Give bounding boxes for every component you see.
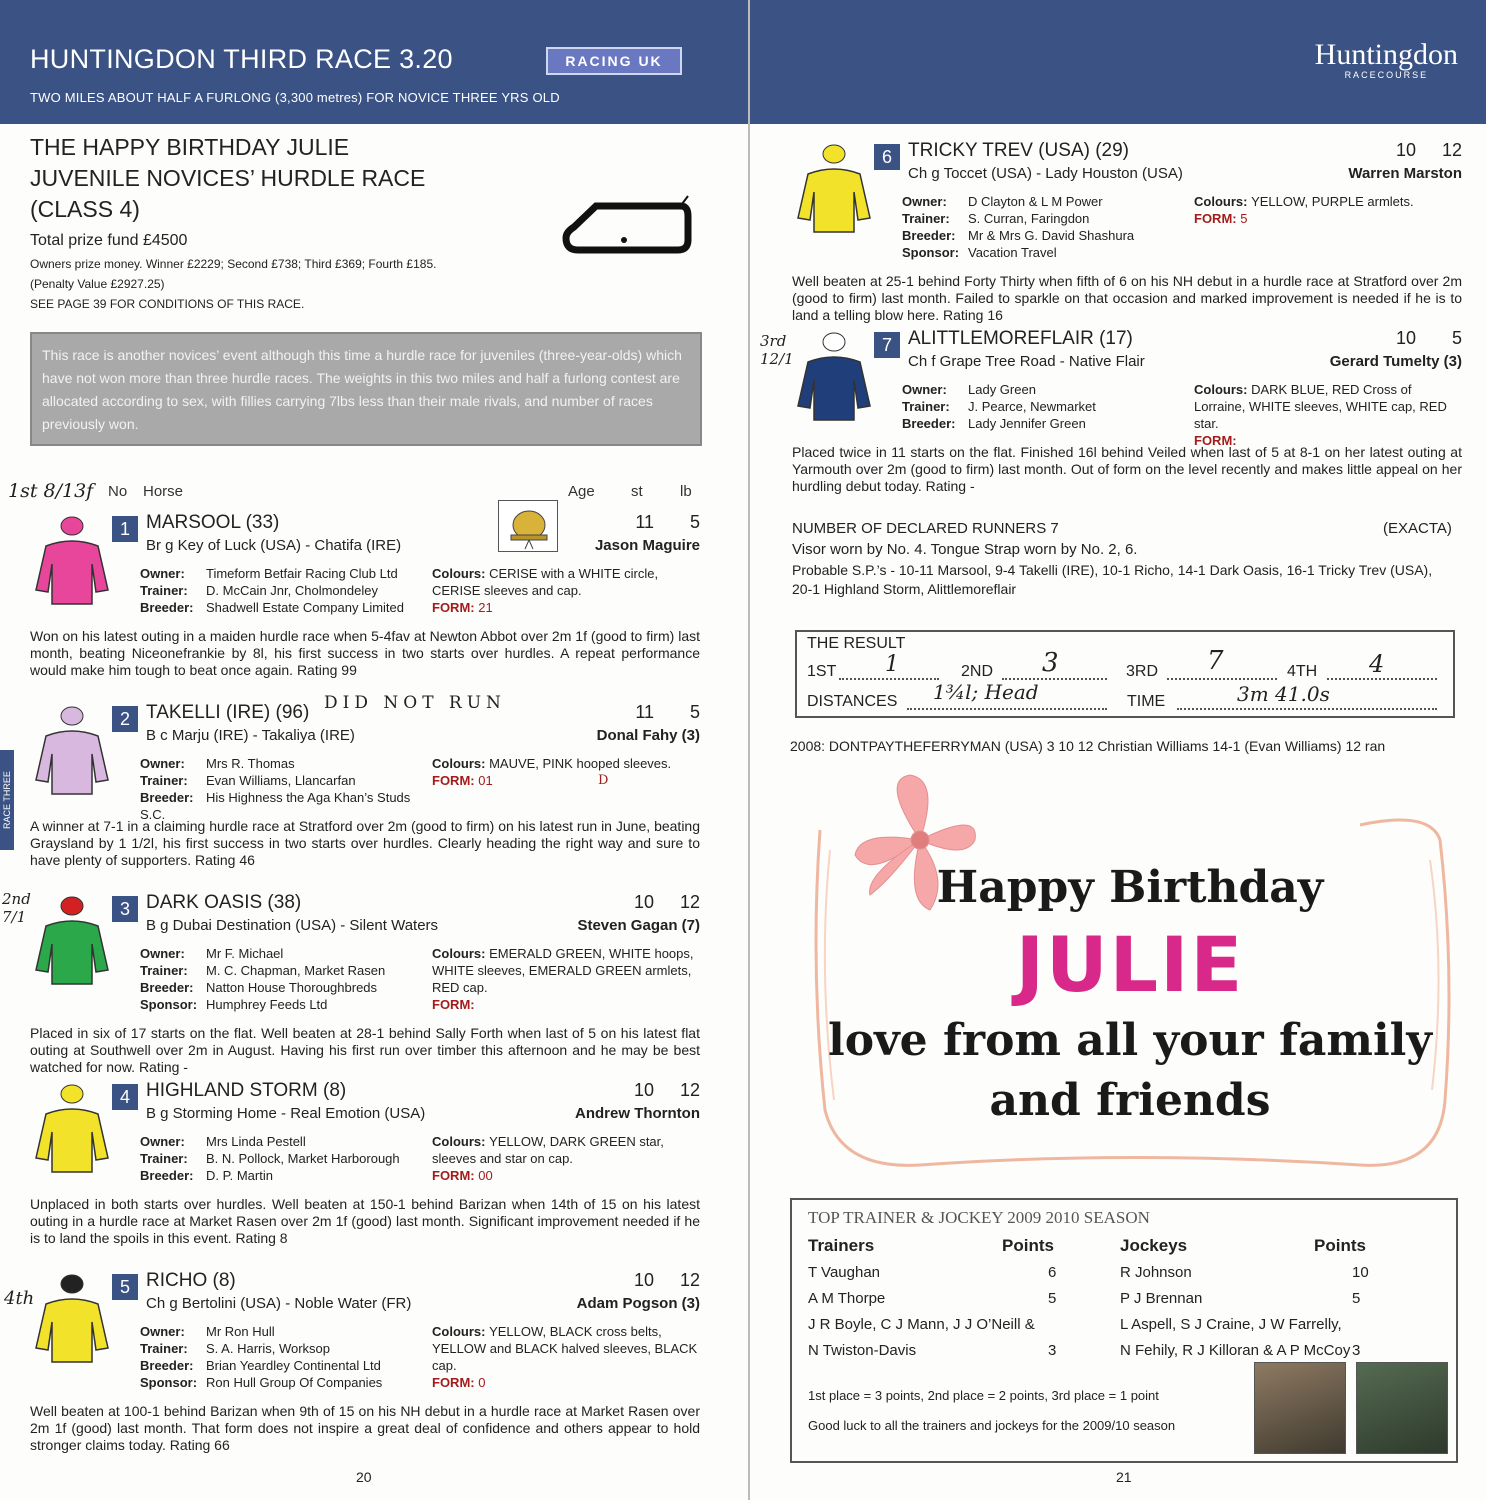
- breeder-row: [902, 415, 1192, 432]
- owner-label: Owner:: [140, 1134, 185, 1149]
- form-value: 0: [478, 1375, 486, 1390]
- race-three-tab: RACE THREE: [0, 750, 14, 850]
- trainer-value: S. Curran, Faringdon: [968, 211, 1090, 226]
- form-value: 21: [478, 600, 493, 615]
- trainer-name: T Vaughan: [808, 1264, 881, 1281]
- birthday-line-3: love from all your family: [828, 1015, 1432, 1066]
- jockey-silks-icon: [32, 512, 112, 612]
- weight-lb: 5: [689, 702, 700, 722]
- jockey-silks-icon: [32, 892, 112, 992]
- trainer-row: [140, 772, 430, 789]
- colours-value: YELLOW, PURPLE armlets.: [1251, 194, 1414, 209]
- colours-value: EMERALD GREEN, WHITE hoops, WHITE sleeves, EMERALD GREEN armlets, RED cap.: [432, 946, 694, 995]
- first-line: [839, 678, 939, 680]
- jockey-name: Steven Gagan (7): [577, 917, 700, 934]
- colours-label: Colours:: [1194, 382, 1252, 397]
- trainers-header: Trainers: [808, 1236, 875, 1255]
- trainer-points: 5: [1048, 1290, 1057, 1307]
- breeder-row: [140, 1167, 430, 1184]
- handwritten-note: D: [598, 773, 609, 788]
- breeder-value: His Highness the Aga Khan’s Studs S.C.: [140, 790, 411, 822]
- owner-row: [902, 193, 1192, 210]
- trainer-row: [140, 582, 430, 599]
- fourth-label: 4TH: [1287, 663, 1318, 680]
- colours-block: [432, 1323, 702, 1391]
- breeding: Ch f Grape Tree Road - Native Flair: [908, 353, 1145, 370]
- fourth-line: [1327, 678, 1437, 680]
- trainer-value: Evan Williams, Llancarfan: [206, 773, 356, 788]
- owner-row: [140, 565, 430, 582]
- breeder-row: [140, 599, 430, 616]
- trainer-value: J. Pearce, Newmarket: [968, 399, 1096, 414]
- colours-value: YELLOW, BLACK cross belts, YELLOW and BLACK halved sleeves, BLACK cap.: [432, 1324, 698, 1373]
- owner-row: [140, 1323, 430, 1340]
- owner-row: [140, 755, 430, 772]
- racing-uk-logo: RACING UK: [546, 47, 682, 75]
- breeder-value: Mr & Mrs G. David Shashura: [968, 228, 1135, 243]
- breeder-row: [140, 1357, 430, 1374]
- jockey-name: Warren Marston: [1348, 165, 1462, 182]
- weight-lb: 12: [679, 1080, 700, 1100]
- handwritten-note: 3rd 12/1: [760, 332, 794, 368]
- breeding: Ch g Toccet (USA) - Lady Houston (USA): [908, 165, 1183, 182]
- jockey-name: R Johnson: [1120, 1264, 1192, 1281]
- third-line: [1167, 678, 1277, 680]
- probable-sp-cont: 20-1 Highland Storm, Alittlemoreflair: [792, 581, 1017, 597]
- trainer-label: Trainer:: [140, 1151, 188, 1166]
- breeder-row: [140, 979, 430, 996]
- jockey-name: Gerard Tumelty (3): [1329, 353, 1462, 370]
- trainer-value: D. McCain Jnr, Cholmondeley: [206, 583, 378, 598]
- prize-total: Total prize fund £4500: [30, 232, 188, 249]
- jockey-points-header: Points: [1314, 1236, 1366, 1255]
- owner-value: Mr Ron Hull: [206, 1324, 275, 1339]
- breeder-value: Brian Yeardley Continental Ltd: [206, 1358, 381, 1373]
- colours-label: Colours:: [1194, 194, 1252, 209]
- birthday-name: JULIE: [1015, 920, 1245, 1009]
- breeding: Br g Key of Luck (USA) - Chatifa (IRE): [146, 537, 402, 554]
- age: 11: [635, 512, 654, 532]
- breeder-row: [902, 227, 1192, 244]
- time-value: 3m 41.0s: [1237, 682, 1330, 706]
- age: 10: [633, 892, 654, 912]
- colours-label: Colours:: [432, 756, 490, 771]
- owner-label: Owner:: [902, 194, 947, 209]
- jockey-silks-icon: [32, 702, 112, 802]
- owner-value: Mr F. Michael: [206, 946, 284, 961]
- jockey-silks-icon: [32, 1080, 112, 1180]
- header-age: Age: [568, 483, 595, 500]
- sponsor-label: Sponsor:: [140, 997, 198, 1012]
- header-st: st: [631, 483, 643, 500]
- age: 10: [633, 1270, 654, 1290]
- page-number-right: 21: [1116, 1469, 1132, 1485]
- time-label: TIME: [1127, 693, 1166, 710]
- colours-value: YELLOW, DARK GREEN star, sleeves and star on cap.: [432, 1134, 664, 1166]
- runner-number: 6: [874, 144, 900, 170]
- owner-label: Owner:: [140, 946, 185, 961]
- trainer-label: Trainer:: [902, 399, 950, 414]
- jockey-points: 10: [1352, 1264, 1369, 1281]
- age: 10: [633, 1080, 654, 1100]
- colours-value: CERISE with a WHITE circle, CERISE sleeves and cap.: [432, 566, 659, 598]
- course-map-icon: [556, 192, 696, 262]
- runner-number: 5: [112, 1274, 138, 1300]
- runner-comment: Placed twice in 11 starts on the flat. Finished 16l behind Veiled when last of 5 at 8-1 on her latest outing at Yarmouth over 2m (good to firm) last month. Out of form on the level recently and makes little appeal on her hurdling debut today. Rating -: [792, 444, 1462, 494]
- horse-name: RICHO (8): [146, 1270, 236, 1291]
- header-horse: Horse: [143, 483, 184, 500]
- penalty-value: (Penalty Value £2927.25): [30, 277, 165, 291]
- sponsor-row: [140, 996, 430, 1013]
- previous-winner: 2008: DONTPAYTHEFERRYMAN (USA) 3 10 12 Christian Williams 14-1 (Evan Williams) 12 ran: [790, 738, 1386, 754]
- fourth-value: 4: [1369, 650, 1385, 678]
- breeder-label: Breeder:: [902, 416, 956, 431]
- trainer-value: M. C. Chapman, Market Rasen: [206, 963, 386, 978]
- runner-number: 1: [112, 516, 138, 542]
- trainer-label: Trainer:: [902, 211, 950, 226]
- form-label: FORM:: [432, 773, 479, 788]
- owner-value: Timeform Betfair Racing Club Ltd: [206, 566, 398, 581]
- horse-name: TAKELLI (IRE) (96): [146, 702, 310, 723]
- jockey-points: 3: [1352, 1342, 1361, 1359]
- weight-lb: 12: [679, 892, 700, 912]
- breeder-label: Breeder:: [140, 1358, 194, 1373]
- runner-comment: Well beaten at 25-1 behind Forty Thirty when fifth of 6 on his NH debut in a hurdle race at Stratford over 2m (good to firm) last month. Failed to sparkle on that occasion and marked improvement is needed if he is to land a telling blow here. Rating 16: [792, 273, 1462, 323]
- distances-label: DISTANCES: [807, 693, 898, 710]
- sponsor-value: Vacation Travel: [968, 245, 1057, 260]
- jockeys-header: Jockeys: [1120, 1236, 1188, 1255]
- horse-name: TRICKY TREV (USA) (29): [908, 140, 1130, 161]
- breeder-value: Lady Jennifer Green: [968, 416, 1086, 431]
- form-value: 5: [1240, 211, 1248, 226]
- banner-subtitle: TWO MILES ABOUT HALF A FURLONG (3,300 metres) FOR NOVICE THREE YRS OLD: [30, 90, 560, 105]
- trainer-points: 6: [1048, 1264, 1057, 1281]
- owner-value: D Clayton & L M Power: [968, 194, 1103, 209]
- probable-sp: Probable S.P.’s - 10-11 Marsool, 9-4 Takelli (IRE), 10-1 Richo, 14-1 Dark Oasis, 16-1 Tricky Trev (USA),: [792, 562, 1433, 578]
- breeder-value: Natton House Thoroughbreds: [206, 980, 378, 995]
- page-number-left: 20: [356, 1469, 372, 1485]
- colours-label: Colours:: [432, 1324, 490, 1339]
- trainer-points-header: Points: [1002, 1236, 1054, 1255]
- birthday-message: [800, 770, 1460, 1180]
- breeder-label: Breeder:: [902, 228, 956, 243]
- jockey-name: Jason Maguire: [594, 537, 700, 554]
- form-label: FORM:: [432, 1375, 479, 1390]
- top-box-title: TOP TRAINER & JOCKEY 2009 2010 SEASON: [808, 1208, 1150, 1227]
- colours-block: [432, 755, 702, 789]
- trainer-name: J R Boyle, C J Mann, J J O’Neill &: [808, 1316, 1035, 1333]
- equipment-note: Visor worn by No. 4. Tongue Strap worn by No. 2, 6.: [792, 541, 1138, 558]
- declared-runners: NUMBER OF DECLARED RUNNERS 7: [792, 520, 1059, 537]
- breeder-value: Shadwell Estate Company Limited: [206, 600, 404, 615]
- exacta-note: (EXACTA): [1383, 520, 1452, 537]
- good-luck-note: Good luck to all the trainers and jockeys for the 2009/10 season: [808, 1418, 1176, 1433]
- owner-row: [140, 945, 430, 962]
- owner-value: Mrs Linda Pestell: [206, 1134, 306, 1149]
- sponsor-value: Humphrey Feeds Ltd: [206, 997, 328, 1012]
- first-value: 1: [885, 652, 899, 677]
- trainer-points: 3: [1048, 1342, 1057, 1359]
- trainer-row: [140, 1150, 430, 1167]
- top-trainer-jockey-box: [790, 1198, 1458, 1463]
- sponsor-label: Sponsor:: [902, 245, 960, 260]
- banner-title: HUNTINGDON THIRD RACE 3.20: [30, 44, 453, 74]
- runner-number: 3: [112, 896, 138, 922]
- trainer-label: Trainer:: [140, 1341, 188, 1356]
- runner-number: 7: [874, 332, 900, 358]
- race-banner: [0, 0, 748, 124]
- horse-name: HIGHLAND STORM (8): [146, 1080, 347, 1101]
- runner-number: 4: [112, 1084, 138, 1110]
- owner-label: Owner:: [902, 382, 947, 397]
- form-label: FORM:: [1194, 211, 1241, 226]
- colours-block: [432, 1133, 702, 1184]
- logo-name: Huntingdon: [1314, 38, 1458, 71]
- jockey-silks-icon: [794, 328, 874, 428]
- trainer-label: Trainer:: [140, 583, 188, 598]
- conditions-note: SEE PAGE 39 FOR CONDITIONS OF THIS RACE.: [30, 297, 305, 311]
- jockey-silks-icon: [794, 140, 874, 240]
- form-label: FORM:: [432, 600, 479, 615]
- time-line: [1177, 708, 1437, 710]
- venue-banner: [750, 0, 1486, 124]
- owner-row: [140, 1133, 430, 1150]
- breeder-value: D. P. Martin: [206, 1168, 273, 1183]
- birthday-line-1: Happy Birthday: [936, 862, 1324, 913]
- colours-block: [432, 565, 702, 616]
- jockey-name: N Fehily, R J Killoran & A P McCoy: [1120, 1342, 1351, 1359]
- form-label: FORM:: [432, 997, 475, 1012]
- breeding: B g Dubai Destination (USA) - Silent Waters: [146, 917, 439, 934]
- race-name-line: THE HAPPY BIRTHDAY JULIE: [30, 134, 350, 160]
- jockey-name: L Aspell, S J Craine, J W Farrelly,: [1120, 1316, 1342, 1333]
- points-note: 1st place = 3 points, 2nd place = 2 points, 3rd place = 1 point: [808, 1388, 1159, 1403]
- trainer-value: S. A. Harris, Worksop: [206, 1341, 331, 1356]
- breeding: B g Storming Home - Real Emotion (USA): [146, 1105, 426, 1122]
- handwritten-note: 4th: [4, 1288, 35, 1309]
- jockey-name: P J Brennan: [1120, 1290, 1203, 1307]
- age: 10: [1395, 328, 1416, 348]
- header-lb: lb: [680, 483, 692, 500]
- colours-label: Colours:: [432, 946, 490, 961]
- colours-value: MAUVE, PINK hooped sleeves.: [489, 756, 672, 771]
- race-intro: This race is another novices’ event although this time a hurdle race for juveniles (three-year-olds) which have not won more than three hurdle races. The weights in this two miles and half a furlong contest are allocated according to sex, with fillies carrying 7lbs less than their male rivals, and number of races previously won.: [30, 332, 702, 446]
- breeder-label: Breeder:: [140, 980, 194, 995]
- colours-block: [1194, 193, 1464, 227]
- runner-comment: A winner at 7-1 in a claiming hurdle race at Stratford over 2m (good to firm) on his latest run in June, beating Graysland by 1 1/2l, his first success in two starts over hurdles. Clearly heading the right way and sure to have plenty of supporters. Rating 46: [30, 818, 700, 868]
- colours-label: Colours:: [432, 566, 490, 581]
- age: 10: [1395, 140, 1416, 160]
- jockey-points: 5: [1352, 1290, 1361, 1307]
- owner-row: [902, 381, 1192, 398]
- prize-money: Owners prize money. Winner £2229; Second £738; Third £369; Fourth £185.: [30, 257, 437, 271]
- handwritten-note: 2nd 7/1: [2, 890, 31, 926]
- trainer-value: B. N. Pollock, Market Harborough: [206, 1151, 400, 1166]
- runner-comment: Well beaten at 100-1 behind Barizan when 9th of 15 on his NH debut in a hurdle race at Market Rasen over 2m 1f (good) last month. That form does not inspire a great deal of confidence and others appear to hold stronger claims today. Rating 66: [30, 1403, 700, 1453]
- jockey-name: Donal Fahy (3): [596, 727, 700, 744]
- colours-block: [1194, 381, 1464, 449]
- owner-label: Owner:: [140, 756, 185, 771]
- jockey-name: Adam Pogson (3): [576, 1295, 700, 1312]
- horse-name: MARSOOL (33): [146, 512, 280, 533]
- breeder-label: Breeder:: [140, 600, 194, 615]
- colours-label: Colours:: [432, 1134, 490, 1149]
- logo-sub: RACECOURSE: [1344, 70, 1429, 80]
- sponsor-value: Ron Hull Group Of Companies: [206, 1375, 383, 1390]
- huntingdon-logo: [1315, 38, 1458, 80]
- weight-lb: 12: [1441, 140, 1462, 160]
- jockey-photo: [1356, 1362, 1448, 1454]
- breeder-label: Breeder:: [140, 1168, 194, 1183]
- form-label: FORM:: [1194, 433, 1237, 448]
- trainer-label: Trainer:: [140, 963, 188, 978]
- age: 11: [635, 702, 654, 722]
- sponsor-row: [140, 1374, 430, 1391]
- second-value: 3: [1042, 648, 1059, 678]
- race-name-line: JUVENILE NOVICES’ HURDLE RACE: [30, 165, 426, 191]
- breeding: Ch g Bertolini (USA) - Noble Water (FR): [146, 1295, 412, 1312]
- third-label: 3RD: [1126, 663, 1159, 680]
- header-no: No: [108, 483, 128, 500]
- trainer-row: [140, 962, 430, 979]
- breeding: B c Marju (IRE) - Takaliya (IRE): [146, 727, 355, 744]
- form-value: 01: [478, 773, 493, 788]
- runner-number: 2: [112, 706, 138, 732]
- birthday-line-4: and friends: [989, 1075, 1271, 1126]
- owner-label: Owner:: [140, 566, 185, 581]
- race-name-line: (CLASS 4): [30, 196, 140, 222]
- breeder-label: Breeder:: [140, 790, 194, 805]
- owner-label: Owner:: [140, 1324, 185, 1339]
- trainer-label: Trainer:: [140, 773, 188, 788]
- sponsor-label: Sponsor:: [140, 1375, 198, 1390]
- colours-block: [432, 945, 702, 1013]
- form-value: 00: [478, 1168, 493, 1183]
- weight-lb: 5: [689, 512, 700, 532]
- result-title: THE RESULT: [807, 635, 906, 652]
- jockey-silks-icon: [32, 1270, 112, 1370]
- trainer-name: A M Thorpe: [808, 1290, 886, 1307]
- distances-line: [907, 708, 1107, 710]
- jockey-name: Andrew Thornton: [575, 1105, 700, 1122]
- trainer-name: N Twiston-Davis: [808, 1342, 917, 1359]
- trainer-row: [140, 1340, 430, 1357]
- runner-comment: Won on his latest outing in a maiden hurdle race when 5-4fav at Newton Abbot over 2m 1f (good to firm) last month, beating Niceonefrankie by 8l, his first success in two starts over hurdles. A repeat performance would make him tough to beat once again. Rating 99: [30, 628, 700, 678]
- horse-name: DARK OASIS (38): [146, 892, 302, 913]
- owner-value: Mrs R. Thomas: [206, 756, 295, 771]
- trainer-row: [902, 398, 1192, 415]
- race-name: [30, 132, 425, 225]
- runner-comment: Placed in six of 17 starts on the flat. Well beaten at 28-1 behind Sally Forth when last of 5 on his latest flat outing at Southwell over 2m in August. Having his first run over timber this afternoon and he may be best watched for now. Rating -: [30, 1025, 700, 1075]
- colours-value: DARK BLUE, RED Cross of Lorraine, WHITE sleeves, WHITE cap, RED star.: [1194, 382, 1447, 431]
- horse-name: ALITTLEMOREFLAIR (17): [908, 328, 1133, 349]
- trainer-photo: [1254, 1362, 1346, 1454]
- runner-comment: Unplaced in both starts over hurdles. Well beaten at 150-1 behind Barizan when 14th of 15 on his latest outing in a hurdle race at Market Rasen over 2m 1f (good) last month. Significant improvement needed if he is to land the spoils in this event. Rating 8: [30, 1196, 700, 1246]
- third-value: 7: [1207, 646, 1224, 676]
- result-box: [795, 630, 1455, 718]
- first-label: 1ST: [807, 663, 837, 680]
- owner-value: Lady Green: [968, 382, 1036, 397]
- form-label: FORM:: [432, 1168, 479, 1183]
- distances-value: 1¾l; Head: [933, 680, 1039, 704]
- sponsor-row: [902, 244, 1192, 261]
- handwritten-note: DID NOT RUN: [324, 693, 506, 713]
- weight-lb: 12: [679, 1270, 700, 1290]
- trainer-row: [902, 210, 1192, 227]
- second-label: 2ND: [961, 663, 994, 680]
- handwritten-note: 1st 8/13f: [8, 480, 94, 502]
- weight-lb: 5: [1451, 328, 1462, 348]
